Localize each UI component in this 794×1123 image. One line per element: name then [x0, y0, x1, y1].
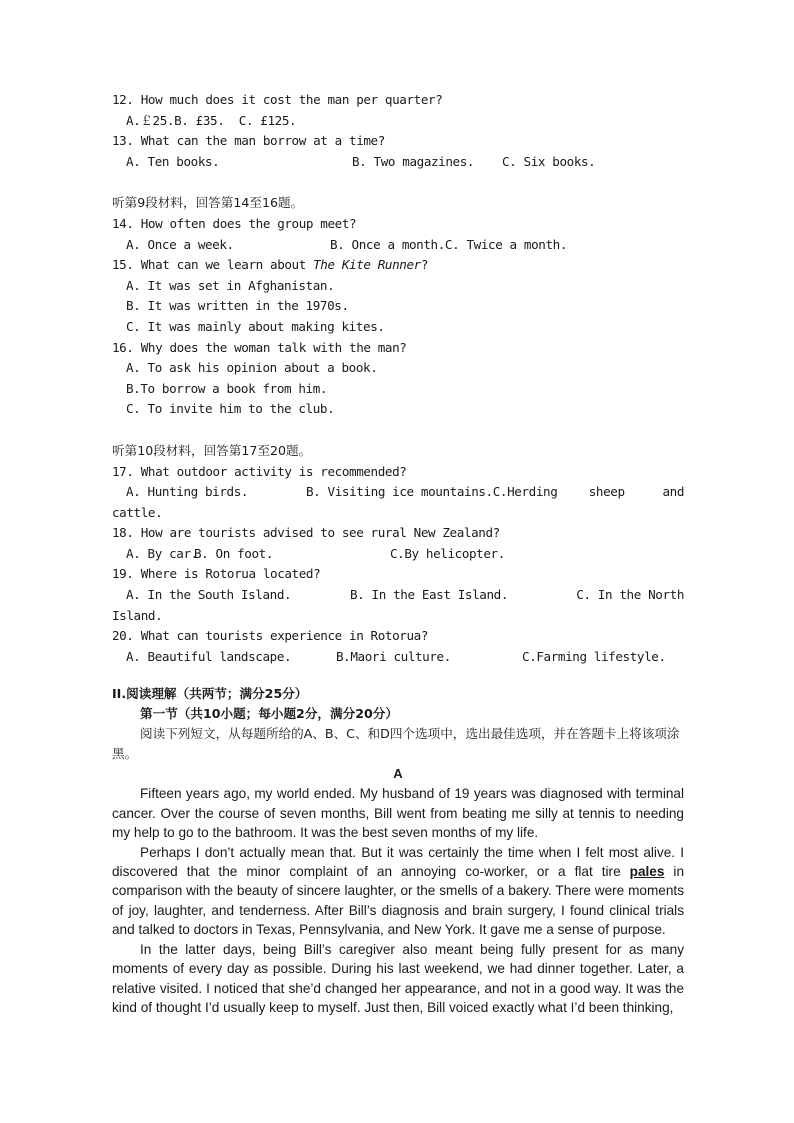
question-18: [112, 523, 684, 544]
option-c-continued: Island.: [112, 607, 163, 623]
option-b: B. Once a month.: [330, 236, 445, 252]
paragraph-text: Perhaps I don’t actually mean that. But it was certainly the time when I felt most alive. I discovered that the minor complaint of an annoying co-worker, or a flat tire: [112, 844, 684, 880]
question-stem: 13. What can the man borrow at a time?: [112, 133, 385, 149]
option-a: A. Hunting birds.: [126, 484, 249, 500]
question-19-options: [112, 585, 684, 606]
book-title: The Kite Runner: [313, 257, 421, 273]
option-b: B.To borrow a book from him.: [126, 380, 328, 396]
passage-paragraph-3: In the latter days, being Bill’s caregiver also meant being fully present for as many moments of every day as possible. During his last weekend, we had dinner together. Later, a relative visited. I noticed that she’d changed her appearance, and not in a good way. It was the kind of thought I’d usually keep to myself. Just then, Bill voiced exactly what I’d been thinking,: [112, 941, 684, 1015]
option-a: A. It was set in Afghanistan.: [126, 277, 335, 293]
passage-paragraph-1: Fifteen years ago, my world ended. My husband of 19 years was diagnosed with terminal cancer. Over the course of seven months, Bill went from beating me silly at tennis to needing my help to go to the bathroom. It was the best seven months of my life.: [112, 786, 684, 841]
option-b: B. Visiting ice mountains.: [306, 484, 493, 500]
question-stem: 16. Why does the woman talk with the man?: [112, 339, 407, 355]
part-title: II.阅读理解（共两节；满分25分）: [112, 686, 308, 702]
option-a: A. Once a week.: [126, 236, 234, 252]
question-12-options: [112, 111, 684, 132]
instructions: 阅读下列短文，从每题所给的A、B、C、和D四个选项中，选出最佳选项，并在答题卡上将该项涂黑。: [112, 726, 680, 762]
option-a: A. Beautiful landscape.: [126, 648, 292, 664]
option-c: C. Twice a month.: [444, 236, 568, 252]
question-13-options: [112, 152, 684, 173]
question-18-options: [112, 544, 684, 565]
question-12: [112, 90, 684, 111]
question-14: [112, 214, 684, 235]
option-b: B. Two magazines.: [352, 153, 475, 169]
option-b: B. In the East Island.: [350, 587, 509, 603]
passage-label: A: [393, 766, 403, 782]
option-a: A. In the South Island.: [126, 587, 292, 603]
exam-page: [112, 90, 684, 1017]
question-17-options: [112, 482, 684, 503]
question-20-options: [112, 647, 684, 668]
question-14-options: [112, 235, 684, 256]
option-c-word: and: [662, 484, 684, 500]
option-c: C. Six books.: [502, 153, 596, 169]
option-b: B. It was written in the 1970s.: [126, 298, 349, 314]
question-20: [112, 626, 684, 647]
option-c: C. To invite him to the club.: [126, 401, 335, 417]
question-stem: 20. What can tourists experience in Rotorua?: [112, 628, 429, 644]
option-c: C. In the North: [576, 587, 684, 603]
option-b: B.Maori culture.: [336, 648, 451, 664]
underlined-word: pales: [629, 864, 665, 880]
question-stem: 14. How often does the group meet?: [112, 215, 357, 231]
question-17: [112, 462, 684, 483]
question-stem: 18. How are tourists advised to see rural New Zealand?: [112, 525, 500, 541]
option-c: C. £125.: [238, 112, 297, 128]
option-c: C.Herding: [492, 484, 558, 500]
question-stem: 19. Where is Rotorua located?: [112, 566, 321, 582]
question-stem: 12. How much does it cost the man per quarter?: [112, 92, 443, 107]
section-title: 第一节（共10小题；每小题2分，满分20分）: [140, 706, 398, 722]
question-stem: 15. What can we learn about: [112, 257, 314, 273]
option-a: A. Ten books.: [126, 153, 220, 169]
question-19: [112, 564, 684, 585]
option-b: B. On foot.: [194, 545, 274, 561]
option-c-continued: cattle.: [112, 504, 163, 520]
question-15: [112, 255, 684, 276]
option-b: B. £35.: [174, 112, 225, 128]
question-stem: 17. What outdoor activity is recommended?: [112, 463, 407, 479]
paragraph-text: in comparison with the beauty of sincere laughter, or the smells of a bakery. There were moments of joy, laughter, and tenderness. After Bill’s diagnosis and brain surgery, I found clinical trials and talked to doctors in Texas, Pennsylvania, and New York. It gave me a sense of purpose.: [112, 864, 684, 938]
question-13: [112, 131, 684, 152]
passage-paragraph-2: [112, 843, 684, 940]
question-16: [112, 338, 684, 359]
option-c: C.By helicopter.: [390, 545, 505, 561]
question-mark: ?: [420, 257, 429, 273]
section-10-heading: 听第10段材料，回答第17至20题。: [112, 442, 312, 458]
option-a: A. To ask his opinion about a book.: [126, 360, 378, 376]
option-c: C.Farming lifestyle.: [522, 648, 666, 664]
option-c: C. It was mainly about making kites.: [126, 318, 385, 334]
section-9-heading: 听第9段材料，回答第14至16题。: [112, 195, 304, 211]
option-a: A.￡25.: [126, 112, 175, 128]
option-c-word: sheep: [588, 484, 625, 500]
option-a: A. By car.: [126, 545, 198, 561]
